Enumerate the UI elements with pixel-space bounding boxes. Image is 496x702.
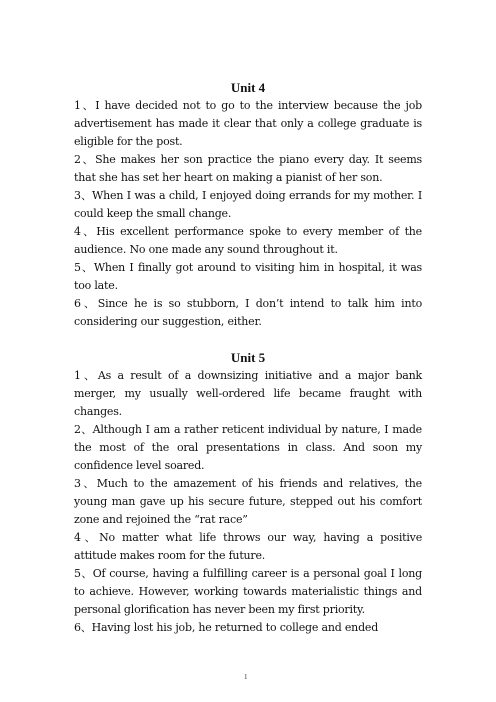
unit-5-sentence-5: 5、Of course, having a fulfilling career is a personal goal I long to achieve. However, working towards materialistic things and personal glorification has never been my first priority.: [74, 567, 422, 616]
unit-5-sentence-1: 1、As a result of a downsizing initiative and a major bank merger, my usually well-ordered life became fraught with changes.: [74, 369, 422, 418]
unit-5-sentence-3: 3、Much to the amazement of his friends and relatives, the young man gave up his secure future, stepped out his comfort zone and rejoined the “rat race”: [74, 477, 422, 526]
unit-4-sentence-1: 1、I have decided not to go to the interview because the job advertisement has made it clear that only a college graduate is eligible for the post.: [74, 99, 422, 148]
unit-4-sentence-4: 4、His excellent performance spoke to every member of the audience. No one made any sound throughout it.: [74, 225, 422, 256]
unit-4-heading: Unit 4: [230, 80, 266, 95]
unit-5-sentence-2: 2、Although I am a rather reticent individual by nature, I made the most of the oral presentations in class. And soon my confidence level soared.: [74, 423, 422, 472]
unit-4-sentence-5: 5、When I finally got around to visiting him in hospital, it was too late.: [74, 261, 422, 292]
unit-5-sentence-6: 6、Having lost his job, he returned to college and ended: [74, 621, 379, 634]
document-content: [74, 79, 422, 637]
unit-4-sentence-2: 2、She makes her son practice the piano every day. It seems that she has set her heart on making a pianist of her son.: [74, 153, 422, 184]
page-number: 1: [244, 673, 248, 681]
unit-4-sentence-6: 6、Since he is so stubborn, I don’t intend to talk him into considering our suggestion, either.: [74, 297, 422, 328]
unit-4-sentence-3: 3、When I was a child, I enjoyed doing errands for my mother. I could keep the small change.: [74, 189, 422, 220]
unit-5-sentence-4: 4、No matter what life throws our way, having a positive attitude makes room for the future.: [74, 531, 422, 562]
unit-5-heading: Unit 5: [230, 350, 266, 365]
